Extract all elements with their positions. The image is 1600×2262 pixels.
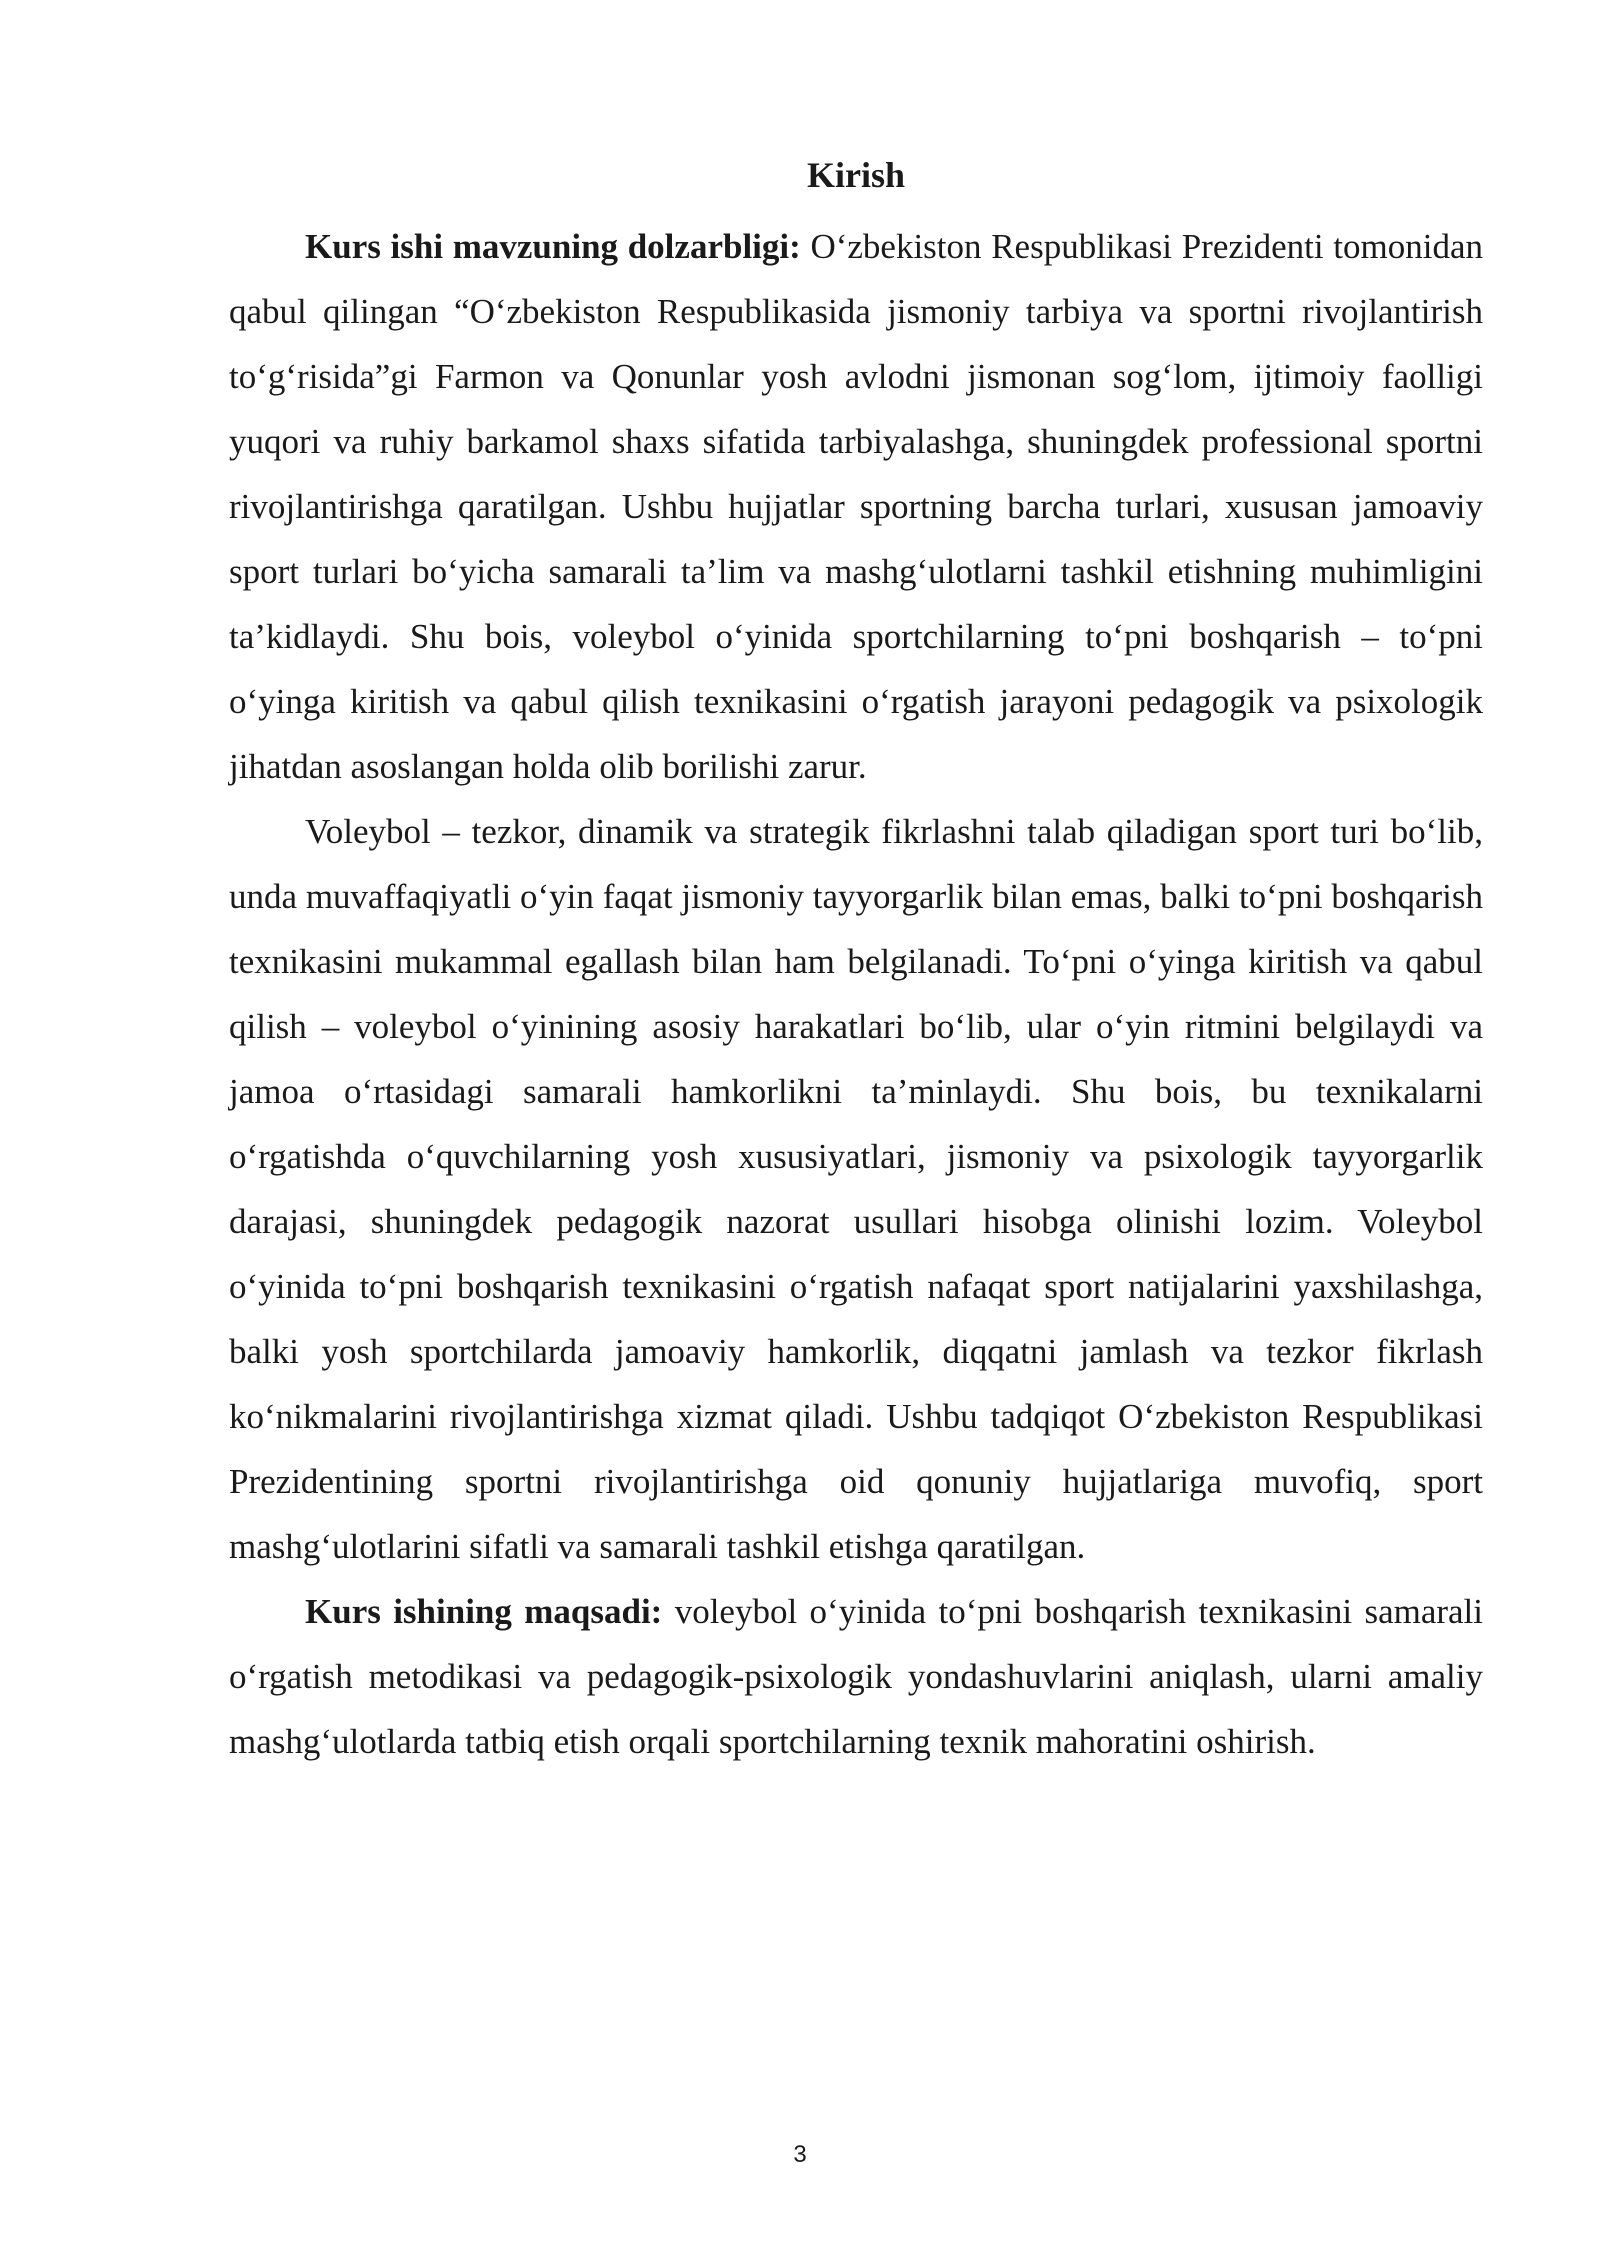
paragraph-relevance [229, 214, 1483, 799]
paragraph-goal [229, 1579, 1483, 1774]
paragraph-text: voleybol o‘yinida to‘pni boshqarish texnikasini samarali o‘rgatish metodikasi va pedagogik-psixologik yondashuvlarini aniqlash, ularni amaliy mashg‘ulotlarda tatbiq etish orqali sportchilarning texnik mahoratini oshirish. [229, 1592, 1483, 1761]
page-number: 3 [793, 2141, 807, 2168]
page-content [229, 148, 1483, 1774]
paragraph-volleyball [229, 799, 1483, 1579]
paragraph-text: Voleybol – tezkor, dinamik va strategik fikrlashni talab qiladigan sport turi bo‘lib, unda muvaffaqiyatli o‘yin faqat jismoniy tayyorgarlik bilan emas, balki to‘pni boshqarish texnikasini mukammal egallash bilan ham belgilanadi. To‘pni o‘yinga kiritish va qabul qilish – voleybol o‘yinining asosiy harakatlari bo‘lib, ular o‘yin ritmini belgilaydi va jamoa o‘rtasidagi samarali hamkorlikni ta’minlaydi. Shu bois, bu texnikalarni o‘rgatishda o‘quvchilarning yosh xususiyatlari, jismoniy va psixologik tayyorgarlik darajasi, shuningdek pedagogik nazorat usullari hisobga olinishi lozim. Voleybol o‘yinida to‘pni boshqarish texnikasini o‘rgatish nafaqat sport natijalarini yaxshilashga, balki yosh sportchilarda jamoaviy hamkorlik, diqqatni jamlash va tezkor fikrlash ko‘nikmalarini rivojlantirishga xizmat qiladi. Ushbu tadqiqot O‘zbekiston Respublikasi Prezidentining sportni rivojlantirishga oid qonuniy hujjatlariga muvofiq, sport mashg‘ulotlarini sifatli va samarali tashkil etishga qaratilgan. [229, 812, 1483, 1566]
paragraph-text: O‘zbekiston Respublikasi Prezidenti tomonidan qabul qilingan “O‘zbekiston Respublikasida jismoniy tarbiya va sportni rivojlantirish to‘g‘risida”gi Farmon va Qonunlar yosh avlodni jismonan sog‘lom, ijtimoiy faolligi yuqori va ruhiy barkamol shaxs sifatida tarbiyalashga, shuningdek professional sportni rivojlantirishga qaratilgan. Ushbu hujjatlar sportning barcha turlari, xususan jamoaviy sport turlari bo‘yicha samarali ta’lim va mashg‘ulotlarni tashkil etishning muhimligini ta’kidlaydi. Shu bois, voleybol o‘yinida sportchilarning to‘pni boshqarish – to‘pni o‘yinga kiritish va qabul qilish texnikasini o‘rgatish jarayoni pedagogik va psixologik jihatdan asoslangan holda olib borilishi zarur. [229, 227, 1483, 786]
paragraph-lead: Kurs ishining maqsadi: [305, 1592, 663, 1631]
paragraph-lead: Kurs ishi mavzuning dolzarbligi: [305, 227, 801, 266]
section-title: Kirish [806, 155, 905, 195]
